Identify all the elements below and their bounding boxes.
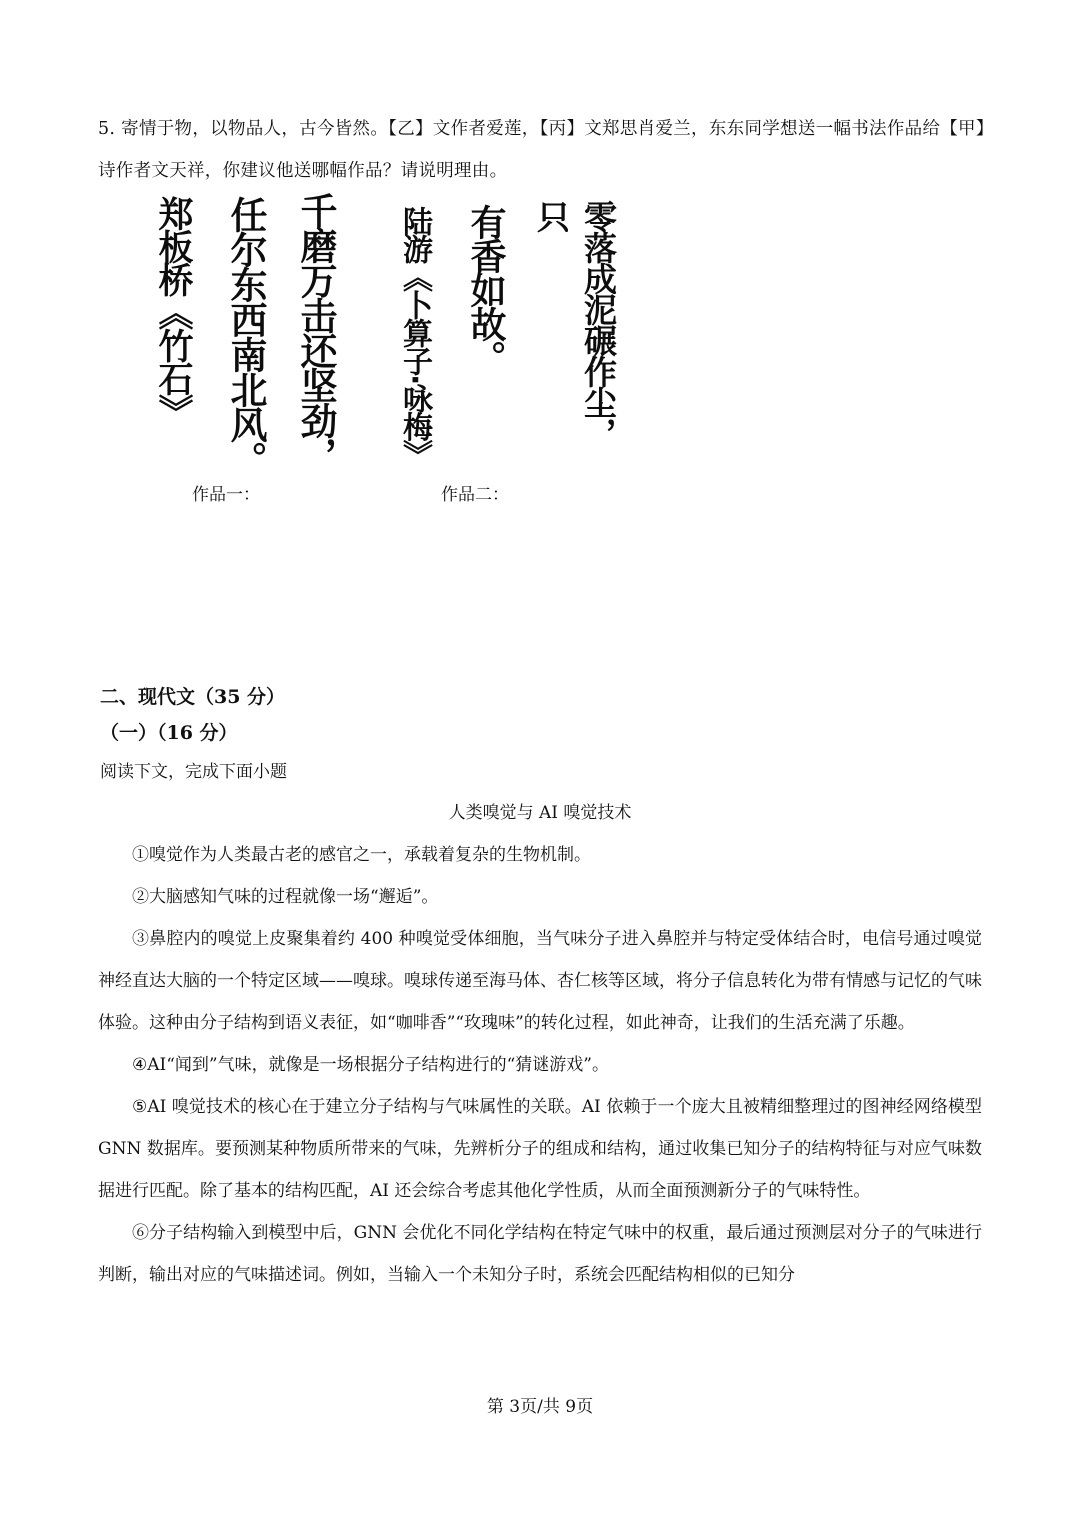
reading-instruction: 阅读下文，完成下面小题 <box>100 762 287 782</box>
section-heading: 二、现代文（35 分） <box>100 686 286 708</box>
paragraph-3: ③鼻腔内的嗅觉上皮聚集着约 400 种嗅觉受体细胞，当气味分子进入鼻腔并与特定受体结合时，电信号通过嗅觉神经直达大脑的一个特定区域——嗅球。嗅球传递至海马体、杏仁核等区域，将分子信息转化为带有情感与记忆的气味体验。这种由分子结构到语义表征，如“咖啡香”“玫瑰味”的转化过程，如此神奇，让我们的生活充满了乐趣。 <box>98 929 982 1033</box>
work1-column-3: 郑板桥《竹石》 <box>153 196 193 427</box>
paragraph-6: ⑥分子结构输入到模型中后，GNN 会优化不同化学结构在特定气味中的权重，最后通过预测层对分子的气味进行判断，输出对应的气味描述词。例如，当输入一个未知分子时，系统会匹配结构相似的已知分 <box>98 1223 982 1285</box>
article-body <box>98 834 982 1296</box>
section-subheading: （一）（16 分） <box>100 722 238 744</box>
article-title: 人类嗅觉与 AI 嗅觉技术 <box>448 803 632 823</box>
paragraph-1: ①嗅觉作为人类最古老的感官之一，承载着复杂的生物机制。 <box>132 845 591 865</box>
work1-caption: 作品一： <box>192 485 260 505</box>
work2-caption: 作品二： <box>441 485 509 505</box>
work1-column-2: 任尔东西南北风。 <box>224 196 267 476</box>
paragraph-4: ④AI“闻到”气味，就像是一场根据分子结构进行的“猜谜游戏”。 <box>132 1055 609 1075</box>
work1-column-1: 千磨万击还坚劲， <box>294 192 337 472</box>
work2-column-2: 有香如故。 <box>465 204 506 374</box>
question-5: 5. 寄情于物，以物品人，古今皆然。【乙】文作者爱莲，【丙】文郑思肖爱兰，东东同学想送一幅书法作品给【甲】诗作者文天祥，你建议他送哪幅作品？请说明理由。 <box>98 119 985 181</box>
paragraph-5: ⑤AI 嗅觉技术的核心在于建立分子结构与气味属性的关联。AI 依赖于一个庞大且被精细整理过的图神经网络模型 GNN 数据库。要预测某种物质所带来的气味，先辨析分子的组成和结构，通过收集已知分子的结构特征与对应气味数据进行匹配。除了基本的结构匹配，AI 还会综合考虑其他化学性质，从而全面预测新分子的气味特性。 <box>98 1097 982 1201</box>
work2-column-3: 陆游《卜算子·咏梅》 <box>397 206 432 468</box>
work2-column-1: 零落成泥碾作尘，只 <box>532 200 618 448</box>
paragraph-2: ②大脑感知气味的过程就像一场“邂逅”。 <box>132 887 439 907</box>
page-number: 第 3页/共 9页 <box>486 1397 594 1417</box>
